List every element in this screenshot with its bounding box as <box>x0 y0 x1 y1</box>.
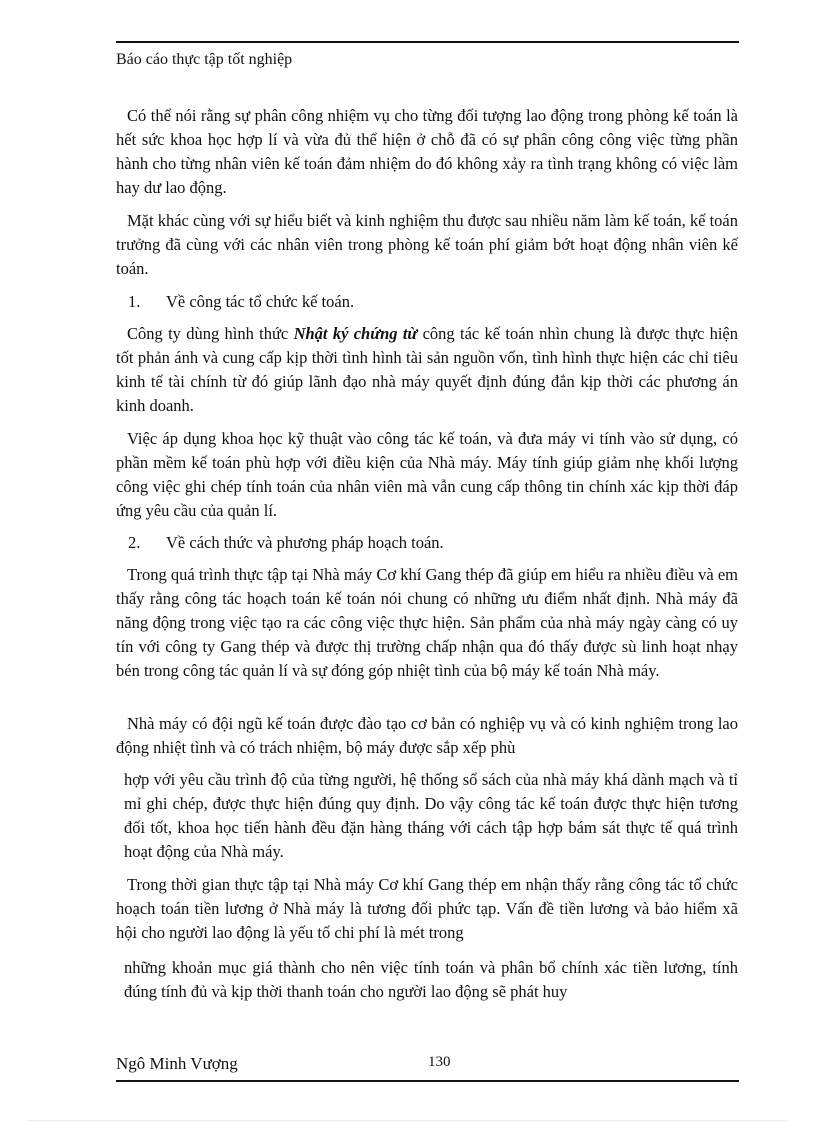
paragraph-3-lead: Công ty dùng hình thức <box>127 324 294 343</box>
paragraph-8: Trong thời gian thực tập tại Nhà máy Cơ khí Gang thép em nhận thấy rằng công tác tổ chức hoạch toán tiền lương ở Nhà máy là tương đối phức tạp. Vấn đề tiền lương và bảo hiểm xã hội cho người lao động là yếu tố chi phí là mét trong <box>116 875 738 942</box>
footer-rule <box>116 1080 739 1082</box>
paragraph-9: những khoản mục giá thành cho nên việc tính toán và phân bổ chính xác tiền lương, tính đúng tính đủ và kịp thời thanh toán cho người lao động sẽ phát huy <box>124 958 738 1001</box>
paragraph-3-rest: công tác kế toán nhìn chung là được thực hiện tốt phản ánh và cung cấp kịp thời tình hình tài sản nguồn vốn, tình hình thực hiện các chỉ tiêu kinh tế tài chính từ đó giúp lãnh đạo nhà máy quyết định đúng đắn kịp thời các phương án kinh doanh. <box>116 324 738 415</box>
paragraph-3-emphasis: Nhật ký chứng từ <box>293 324 418 343</box>
paragraph-1: Có thể nói rằng sự phân công nhiệm vụ cho từng đối tượng lao động trong phòng kế toán là hết sức khoa học hợp lí và vừa đủ thể hiện ở chỗ đã có sự phân công công việc từng phần hành cho từng nhân viên kế toán đảm nhiệm do đó không xảy ra tình trạng không có việc làm hay dư lao động. <box>116 106 738 197</box>
paragraph-6: Nhà máy có đội ngũ kế toán được đào tạo cơ bản có nghiệp vụ và có kinh nghiệm trong lao động nhiệt tình và có trách nhiệm, bộ máy được sắp xếp phù <box>116 714 738 757</box>
section-1-number: 1. <box>128 292 141 311</box>
section-2-number: 2. <box>128 533 141 552</box>
section-2-title: Về cách thức và phương pháp hoạch toán. <box>166 533 444 552</box>
paragraph-5: Trong quá trình thực tập tại Nhà máy Cơ khí Gang thép đã giúp em hiểu ra nhiều điều và em thấy rằng công tác hoạch toán kế toán nói chung có những ưu điểm nhất định. Nhà máy đã năng động trong việc tạo ra các công việc thực hiện. Sản phẩm của nhà máy ngày càng có uy tín với công ty Gang thép và được thị trường chấp nhận qua đó thấy được sù linh hoạt nhạy bén trong công tác quản lí và sự đóng góp nhiệt tình của bộ máy kế toán Nhà máy. <box>116 565 738 680</box>
section-2-heading <box>116 531 444 555</box>
paragraph-4: Việc áp dụng khoa học kỹ thuật vào công tác kế toán, và đưa máy vi tính vào sử dụng, có phần mềm kế toán phù hợp với điều kiện của Nhà máy. Máy tính giúp giảm nhẹ khối lượng công việc ghi chép tính toán của nhân viên mà vẫn cung cấp thông tin chính xác kịp thời đáp ứng yêu cầu của quản lí. <box>116 429 738 520</box>
paragraph-3 <box>116 322 738 418</box>
section-1-title: Về công tác tổ chức kế toán. <box>166 292 355 311</box>
paragraph-7: hợp với yêu cầu trình độ của từng người, hệ thống sổ sách của nhà máy khá dành mạch và tỉ mỉ ghi chép, được thực hiện đúng quy định. Do vậy công tác kế toán được thực hiện tương đối tốt, khoa học tiến hành đều đặn hàng tháng với cách tập hợp bám sát thực tế quá trình hoạt động của Nhà máy. <box>124 770 738 861</box>
author-name: Ngô Minh Vượng <box>116 1054 238 1073</box>
page-edge-divider <box>28 1120 788 1121</box>
section-1-heading <box>116 290 354 314</box>
page-number: 130 <box>428 1054 451 1070</box>
paragraph-2: Mặt khác cùng với sự hiểu biết và kinh nghiệm thu được sau nhiều năm làm kế toán, kế toán trưởng đã cùng với các nhân viên trong phòng kế toán phí giảm bớt hoạt động nhân viên kế toán. <box>116 211 738 278</box>
running-title: Báo cáo thực tập tốt nghiệp <box>116 51 293 68</box>
header-rule <box>116 41 739 43</box>
